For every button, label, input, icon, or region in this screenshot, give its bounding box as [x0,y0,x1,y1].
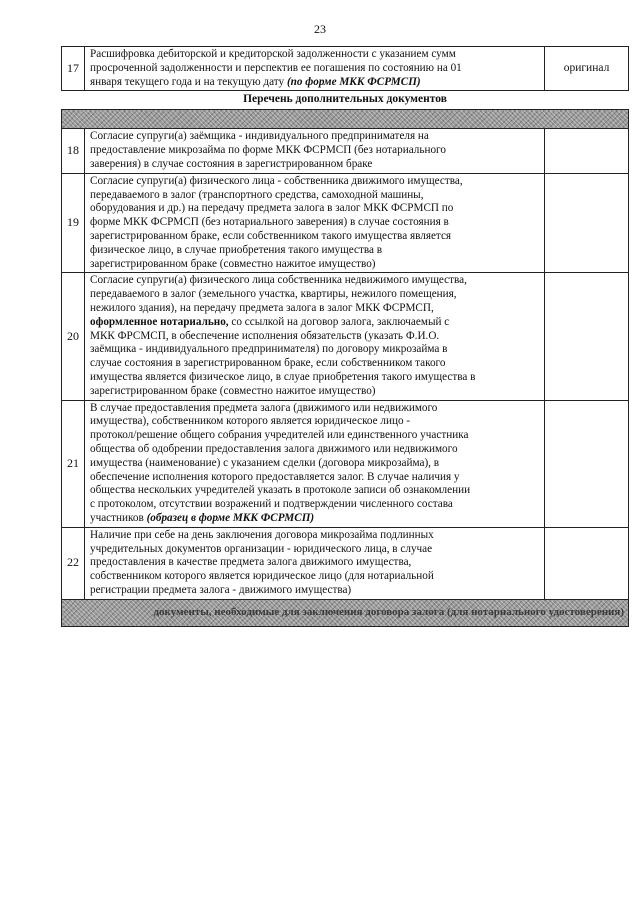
shaded-header-band [62,110,629,129]
row-status [545,273,629,400]
table-row [62,273,629,400]
page-number: 23 [314,22,326,36]
row-number: 20 [62,273,85,400]
row-description: Согласие супруги(а) заёмщика - индивидуального предпринимателя на предоставление микрозайма по форме МКК ФСРМСП (без нотариального заверения) в случае состояния в зарегистрированном браке [85,129,545,173]
row-number: 19 [62,173,85,273]
row-status [545,129,629,173]
table-row [62,129,629,173]
row-status [545,173,629,273]
row-number: 22 [62,527,85,599]
row-number: 17 [62,47,85,91]
shaded-footer-band [62,599,629,626]
row-description: Расшифровка дебиторской и кредиторской задолженности с указанием сумм просроченной задолженности и перспектив ее погашения по состоянию на 01 января текущего года и на текущую дату (по форме МКК ФСРМСП) [85,47,545,91]
row-number: 21 [62,400,85,527]
row-number: 18 [62,129,85,173]
table-row [62,173,629,273]
section-title: Перечень дополнительных документов [62,91,629,110]
row-description: Согласие супруги(а) физического лица собственника недвижимого имущества, передаваемого в залог (земельного участка, квартиры, нежилого помещения, нежилого здания), на передачу предмета залога в залог МКК ФСРМСП, оформленное нотариально, со ссылкой на договор залога, заключаемый с МКК ФРСМСП, в обеспечение исполнения обязательств (указать Ф.И.О. заёмщика - индивидуального предпринимателя) по договору микрозайма в случае состояния в зарегистрированном браке, если собственником такого имущества является физическое лицо, в слуае приобретения такого имущества в зарегистрированном браке (совместно нажитое имущество) [85,273,545,400]
margin-mark: ‘ [626,612,629,621]
row-status [545,527,629,599]
row-description: Согласие супруги(а) физического лица - собственника движимого имущества, передаваемого в залог (транспортного средства, самоходной машины, оборудования и др.) на передачу предмета залога в залог МКК ФСРМСП по форме МКК ФСРМСП (без нотариального заверения) в случае состояния в зарегистрированном браке, если собственником такого имущества является физическое лицо, в случае приобретения такого имущества в зарегистрированном браке (совместно нажитое имущество) [85,173,545,273]
row-status: оригинал [545,47,629,91]
section-title-row [62,91,629,110]
row-description: В случае предоставления предмета залога (движимого или недвижимого имущества), собственником которого является юридическое лицо - протокол/решение общего собрания учредителей или единственного участника общества об одобрении предоставления залога движимого или недвижимого имущества (наименование) с указанием сделки (договора микрозайма), в обеспечение исполнения которого предоставляется залог. В случае наличия у общества нескольких учредителей указать в протоколе записи об ознакомлении с протоколом, отсутствии возражений и подтверждении численного состава участников (образец в форме МКК ФСРМСП) [85,400,545,527]
table-row [62,400,629,527]
row-description: Наличие при себе на день заключения договора микрозайма подлинных учредительных документов организации - юридического лица, в случае предоставления в качестве предмета залога движимого имущества, собственником которого является юридическое лицо (для нотариальной регистрации предмета залога - движимого имущества) [85,527,545,599]
footer-band-text: документы, необходимые для заключения договора залога (для нотариального удостоверения) [153,605,624,618]
table-row [62,527,629,599]
table-row [62,47,629,91]
documents-table [61,46,629,627]
row-status [545,400,629,527]
